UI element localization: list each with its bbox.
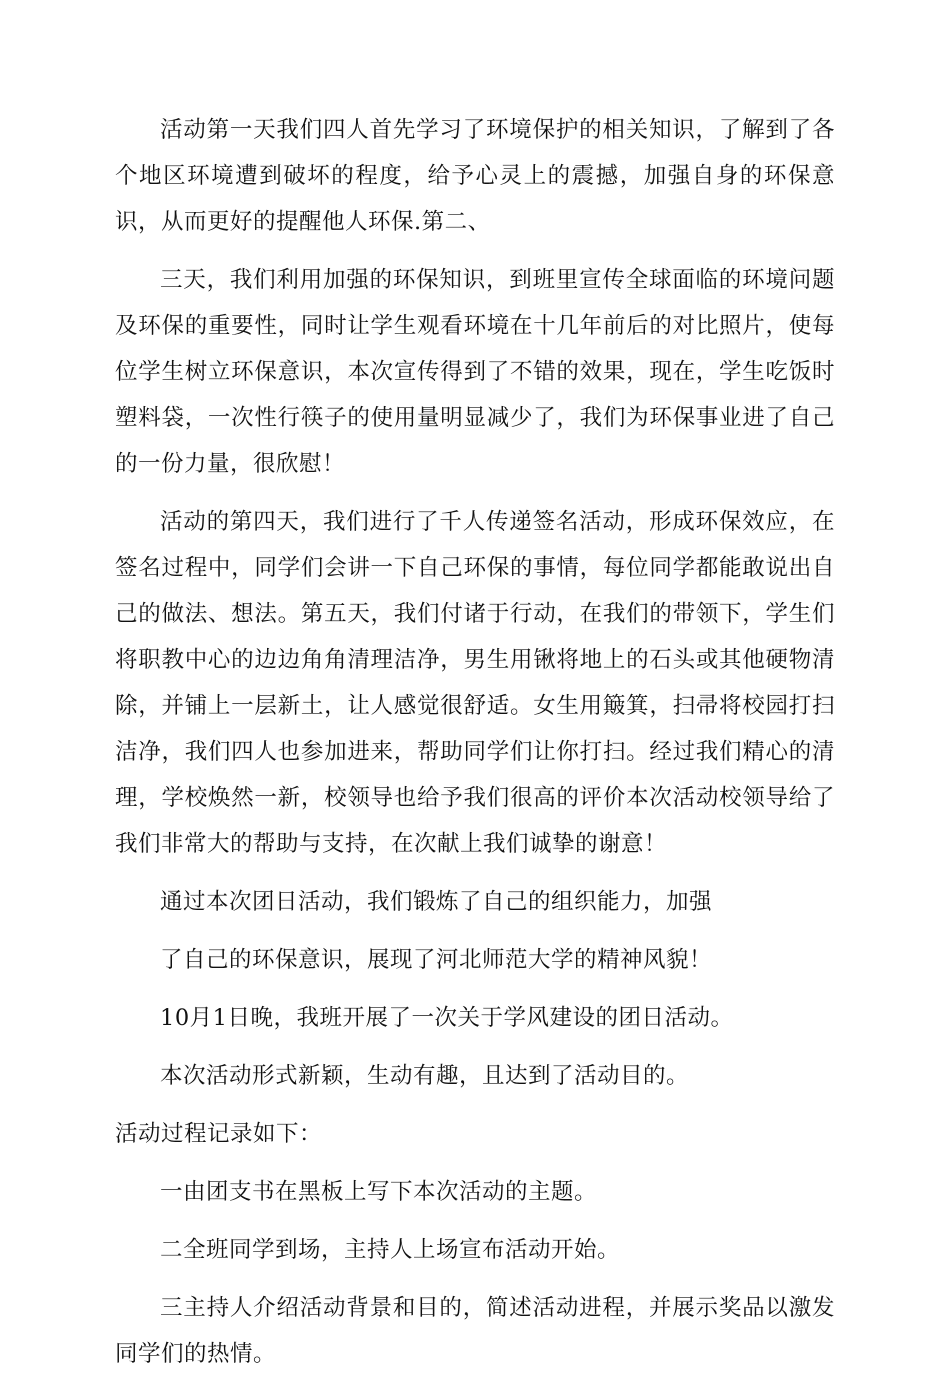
paragraph: 了自己的环保意识，展现了河北师范大学的精神风貌！ <box>160 947 713 973</box>
paragraph: 一由团支书在黑板上写下本次活动的主题。 <box>160 1179 598 1205</box>
paragraph: 活动第一天我们四人首先学习了环境保护的相关知识，了解到了各个地区环境遭到破坏的程度，给予心灵上的震撼，加强自身的环保意识，从而更好的提醒他人环保.第二、 <box>115 117 835 235</box>
paragraph: 三主持人介绍活动背景和目的，简述活动进程，并展示奖品以激发同学们的热情。 <box>115 1295 835 1367</box>
paragraph: 活动过程记录如下： <box>115 1121 323 1147</box>
paragraph: 活动的第四天，我们进行了千人传递签名活动，形成环保效应，在签名过程中，同学们会讲一下自己环保的事情，每位同学都能敢说出自己的做法、想法。第五天，我们付诸于行动，在我们的带领下，学生们将职教中心的边边角角清理洁净，男生用锹将地上的石头或其他硬物清除，并铺上一层新土，让人感觉很舒适。女生用簸箕，扫帚将校园打扫洁净，我们四人也参加进来，帮助同学们让你打扫。经过我们精心的清理，学校焕然一新，校领导也给予我们很高的评价本次活动校领导给了我们非常大的帮助与支持，在次献上我们诚挚的谢意！ <box>115 509 835 857</box>
paragraph: 本次活动形式新颖，生动有趣，且达到了活动目的。 <box>160 1063 690 1089</box>
paragraph: 二全班同学到场，主持人上场宣布活动开始。 <box>160 1237 621 1263</box>
document-page <box>115 107 835 1389</box>
paragraph: 三天，我们利用加强的环保知识，到班里宣传全球面临的环境问题及环保的重要性，同时让学生观看环境在十几年前后的对比照片，使每位学生树立环保意识，本次宣传得到了不错的效果，现在，学生吃饭时塑料袋，一次性行筷子的使用量明显减少了，我们为环保事业进了自己的一份力量，很欣慰！ <box>115 267 835 477</box>
paragraph: 10月1日晚，我班开展了一次关于学风建设的团日活动。 <box>160 1005 734 1031</box>
paragraph: 通过本次团日活动，我们锻炼了自己的组织能力，加强 <box>160 889 713 915</box>
